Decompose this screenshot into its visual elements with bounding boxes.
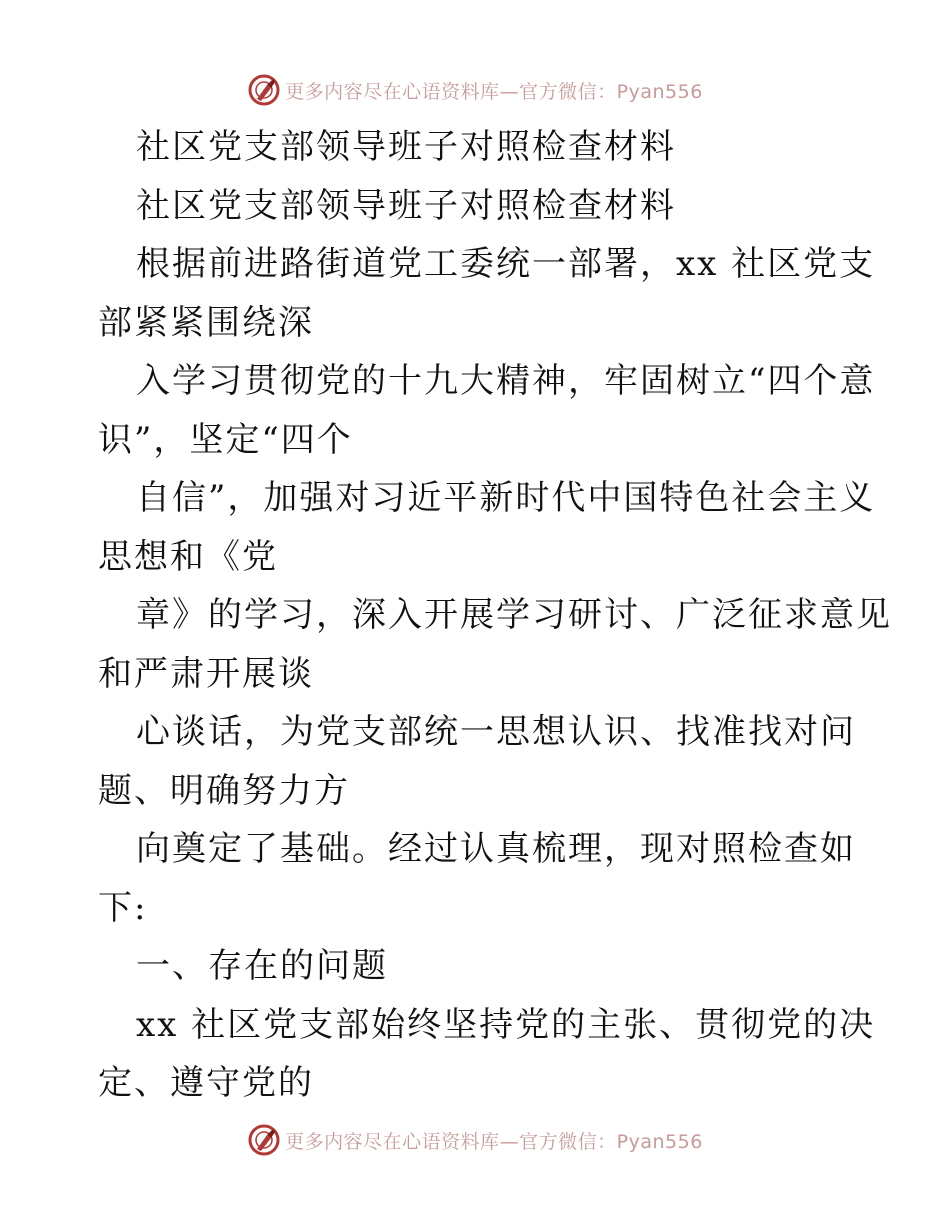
watermark-text: 更多内容尽在心语资料库—官方微信：Pyan556 [285, 80, 703, 103]
text-line: 识”，坚定“四个 [98, 419, 353, 460]
text-line: 社区党支部领导班子对照检查材料 [136, 127, 676, 167]
text-line: 根据前进路街道党工委统一部署，xx 社区党支 [136, 244, 876, 284]
text-line: 部紧紧围绕深 [98, 302, 314, 343]
watermark-header [0, 70, 950, 110]
text-line: 思想和《党 [98, 536, 278, 577]
pen-nib-logo-icon [247, 1123, 281, 1157]
text-line: 自信”，加强对习近平新时代中国特色社会主义 [136, 478, 876, 518]
text-line: 一、存在的问题 [136, 946, 388, 986]
text-line: 和严肃开展谈 [98, 653, 314, 694]
pen-nib-logo-icon [247, 73, 281, 107]
document-body [98, 118, 892, 1113]
watermark-text: 更多内容尽在心语资料库—官方微信：Pyan556 [285, 1130, 703, 1153]
text-line: 社区党支部领导班子对照检查材料 [136, 185, 676, 226]
text-line: 章》的学习，深入开展学习研讨、广泛征求意见 [136, 595, 892, 635]
text-line: 入学习贯彻党的十九大精神，牢固树立“四个意 [136, 361, 876, 401]
watermark-footer [0, 1120, 950, 1160]
text-line: 向奠定了基础。经过认真梳理，现对照检查如 [136, 829, 856, 869]
text-line: 定、遵守党的 [98, 1063, 314, 1103]
text-line: 题、明确努力方 [98, 770, 350, 811]
text-line: xx 社区党支部始终坚持党的主张、贯彻党的决 [136, 1004, 876, 1045]
text-line: 心谈话，为党支部统一思想认识、找准找对问 [136, 712, 856, 752]
text-line: 下: [98, 887, 148, 928]
